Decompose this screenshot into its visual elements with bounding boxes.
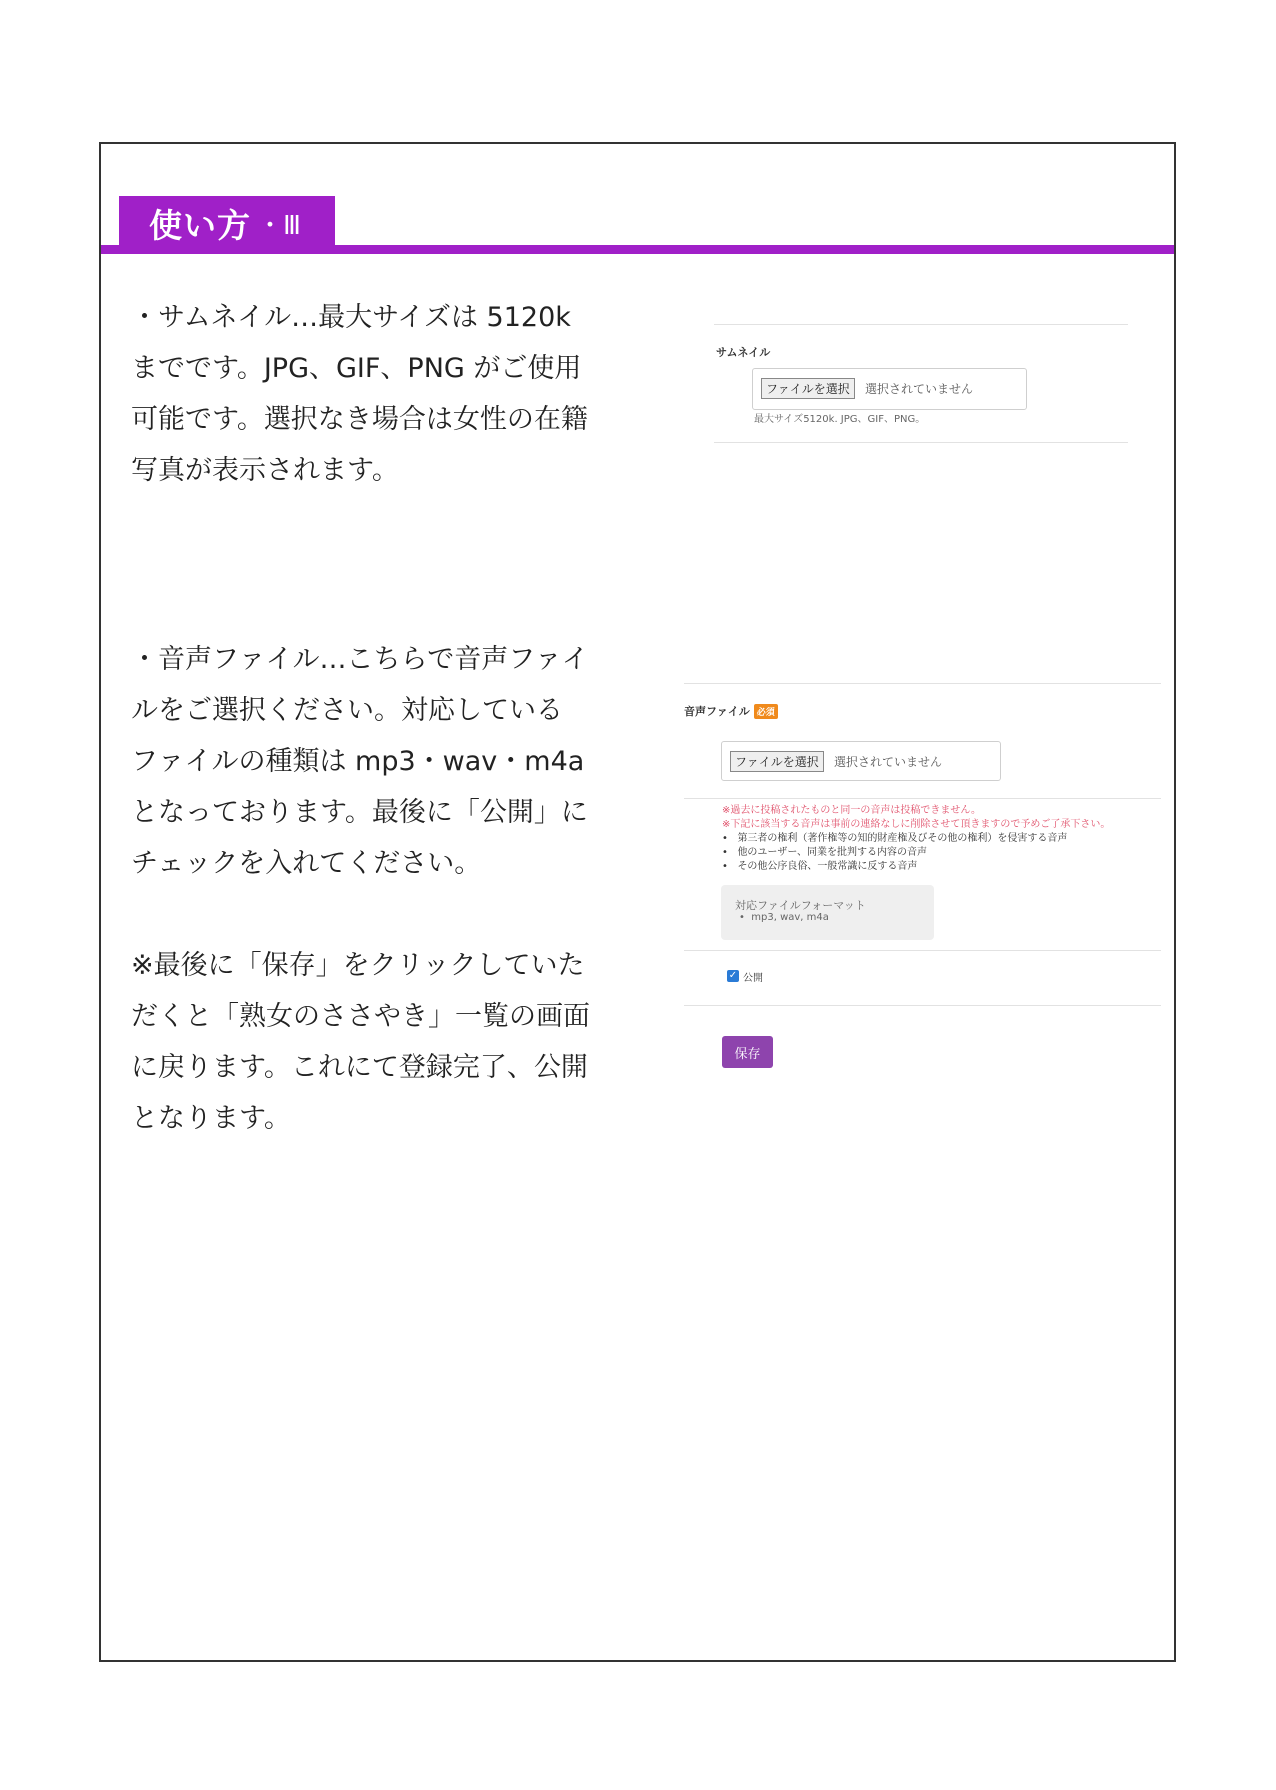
text-line: 写真が表示されます。 xyxy=(131,455,399,486)
text-line: となります。 xyxy=(131,1103,291,1134)
text-line: に戻ります。これにて登録完了、公開 xyxy=(131,1052,588,1083)
text-line: までです。JPG、GIF、PNG がご使用 xyxy=(131,353,582,384)
rule-item: • その他公序良俗、一般常識に反する音声 xyxy=(722,861,918,872)
audio-file-status: 選択されていません xyxy=(834,755,943,769)
divider xyxy=(684,798,1161,799)
text-line: だくと「熟女のささやき」一覧の画面 xyxy=(131,1001,590,1032)
text-line: ルをご選択ください。対応している xyxy=(131,695,563,726)
section-title-tab xyxy=(119,196,335,250)
text-line: 可能です。選択なき場合は女性の在籍 xyxy=(131,404,588,435)
thumbnail-hint: 最大サイズ5120k. JPG、GIF、PNG。 xyxy=(754,414,926,425)
divider xyxy=(684,683,1161,684)
public-label: 公開 xyxy=(743,973,763,984)
required-badge: 必須 xyxy=(754,704,778,719)
rule-item: • 第三者の権利（著作権等の知的財産権及びその他の権利）を侵害する音声 xyxy=(722,833,1068,844)
divider xyxy=(684,1005,1161,1006)
public-checkbox[interactable]: ✓ xyxy=(728,970,738,981)
save-button[interactable]: 保存 xyxy=(722,1036,773,1068)
text-line: ※最後に「保存」をクリックしていた xyxy=(131,950,585,981)
thumbnail-label: サムネイル xyxy=(716,346,771,359)
warning-removal: ※下記に該当する音声は事前の連絡なしに削除させて頂きますので予めご了承下さい。 xyxy=(722,819,1111,830)
format-value: • mp3, wav, m4a xyxy=(739,912,829,923)
audio-file-button[interactable]: ファイルを選択 xyxy=(730,751,824,772)
text-line: ・音声ファイル…こちらで音声ファイ xyxy=(131,644,589,675)
audio-label-text: 音声ファイル xyxy=(684,705,750,718)
divider xyxy=(714,324,1128,325)
section-subtitle: ・Ⅲ xyxy=(257,210,301,241)
rule-item: • 他のユーザー、同業を批判する内容の音声 xyxy=(722,847,928,858)
title-rule xyxy=(101,245,1174,254)
thumbnail-file-input[interactable] xyxy=(752,368,1027,410)
text-line: ファイルの種類は mp3・wav・m4a xyxy=(131,746,585,777)
format-title: 対応ファイルフォーマット xyxy=(735,899,866,912)
audio-label xyxy=(684,703,778,719)
audio-file-input[interactable] xyxy=(721,741,1001,781)
section-title: 使い方 xyxy=(149,205,251,245)
thumbnail-file-button[interactable]: ファイルを選択 xyxy=(761,378,855,399)
save-note xyxy=(131,940,641,1144)
warning-duplicate: ※過去に投稿されたものと同一の音声は投稿できません。 xyxy=(722,805,981,816)
text-line: となっております。最後に「公開」に xyxy=(131,797,588,828)
text-line: チェックを入れてください。 xyxy=(131,848,482,879)
divider xyxy=(714,442,1128,443)
text-line: ・サムネイル…最大サイズは 5120k xyxy=(131,302,571,333)
divider xyxy=(684,950,1161,951)
audio-description xyxy=(131,634,641,889)
thumbnail-description xyxy=(131,292,641,496)
thumbnail-file-status: 選択されていません xyxy=(865,382,974,396)
